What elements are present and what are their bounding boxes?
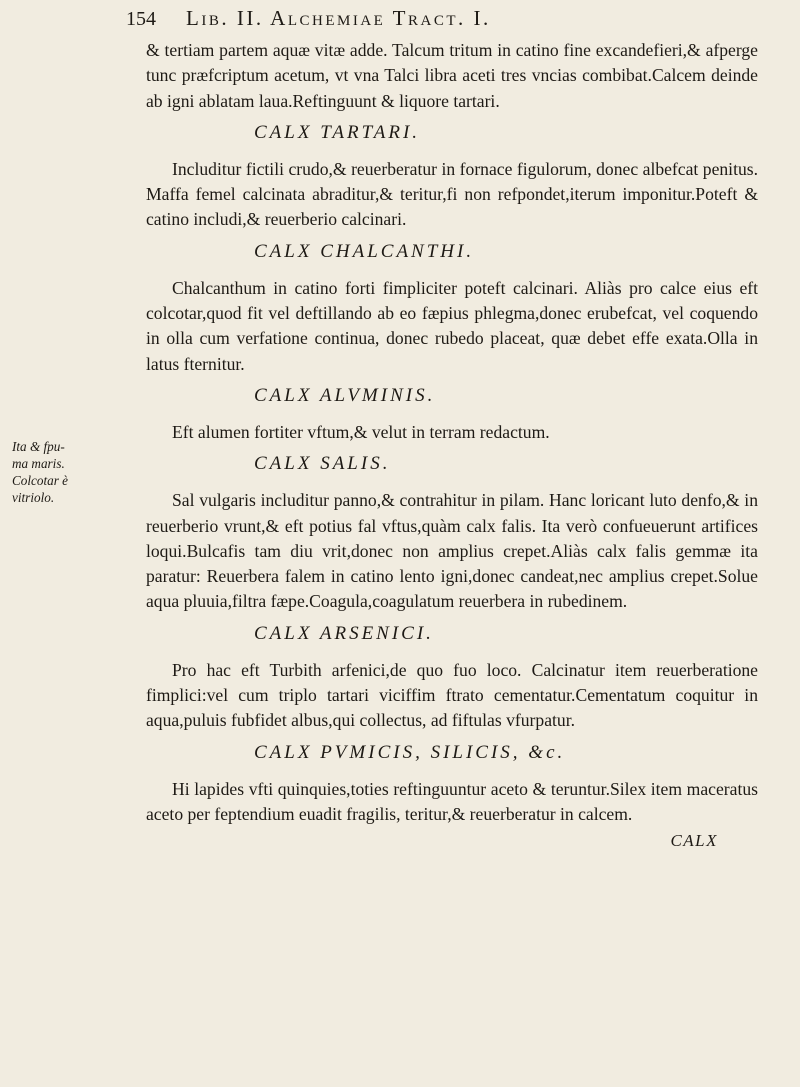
catchword: CALX (670, 831, 718, 851)
section-heading: CALX SALIS. (254, 453, 391, 475)
text-body (146, 38, 758, 854)
margin-note: Ita & fpu- (12, 439, 65, 454)
paragraph: Eft alumen fortiter vftum,& velut in terram redactum. (172, 421, 550, 442)
page-number: 154 (126, 8, 156, 30)
margin-note: vitriolo. (12, 490, 55, 505)
paragraph: & tertiam partem aquæ vitæ adde. Talcum tritum in catino fine excandefieri,& afperge tunc præfcriptum acetum, vt vna Talci libra aceti tres vncias combibat.Calcem deinde ab igni ablatam laua.Reftinguunt & liquore tartari. (146, 40, 758, 111)
section-heading: CALX PVMICIS, SILICIS, &c. (254, 741, 566, 763)
section-heading: CALX ALVMINIS. (254, 384, 436, 406)
section-heading: CALX CHALCANTHI. (254, 240, 475, 262)
section-heading: CALX ARSENICI. (254, 622, 434, 644)
margin-note: Colcotar è (12, 473, 69, 488)
margin-notes (12, 438, 130, 506)
paragraph: Pro hac eft Turbith arfenici,de quo fuo loco. Calcinatur item reuerberatione fimplici:vel cum triplo tartari viciffim ftrato cementatur.Cementatum coquitur in aqua,puluis fubfidet albus,qui collectus, ad fiftulas vfurpatur. (146, 659, 758, 731)
page-header (126, 6, 706, 34)
paragraph: Chalcanthum in catino forti fimpliciter poteft calcinari. Aliàs pro calce eius eft colcotar,quod fit vel deftillando ab eo fæpius phlegma,donec erubefcat, vel coquendo in olla cum verfatione continua, donec rubedo placeat, quæ debet effe exata.Olla in latus fternitur. (146, 277, 758, 374)
paragraph: Sal vulgaris includitur panno,& contrahitur in pilam. Hanc loricant luto denfo,& in reuerberio vrunt,& eft potius fal vftus,quàm calx falis. Ita verò confueuerunt artifices loqui.Bulcafis tam diu vrit,donec non amplius crepet.Aliàs calx falis gemmæ ita paratur: Reuerbera falem in catino lento igni,donec candeat,nec amplius crepet.Solue aqua pluuia,filtra fæpe.Coagula,coagulatum reuerbera in rubedinem. (146, 490, 758, 612)
section-heading: CALX TARTARI. (254, 121, 421, 143)
paragraph: Includitur fictili crudo,& reuerberatur in fornace figulorum, donec albefcat penitus. Maffa femel calcinata abraditur,& teritur,fi non refpondet,iterum imponitur.Poteft & catino includi,& reuerberio calcinari. (146, 158, 758, 230)
paragraph: Hi lapides vfti quinquies,toties reftinguuntur aceto & teruntur.Silex item maceratus aceto per feptendium euadit fragilis, teritur,& reuerberatur in calcem. (146, 778, 758, 824)
margin-note: ma maris. (12, 456, 65, 471)
running-title: Lib. II. Alchemiae Tract. I. (186, 6, 491, 30)
